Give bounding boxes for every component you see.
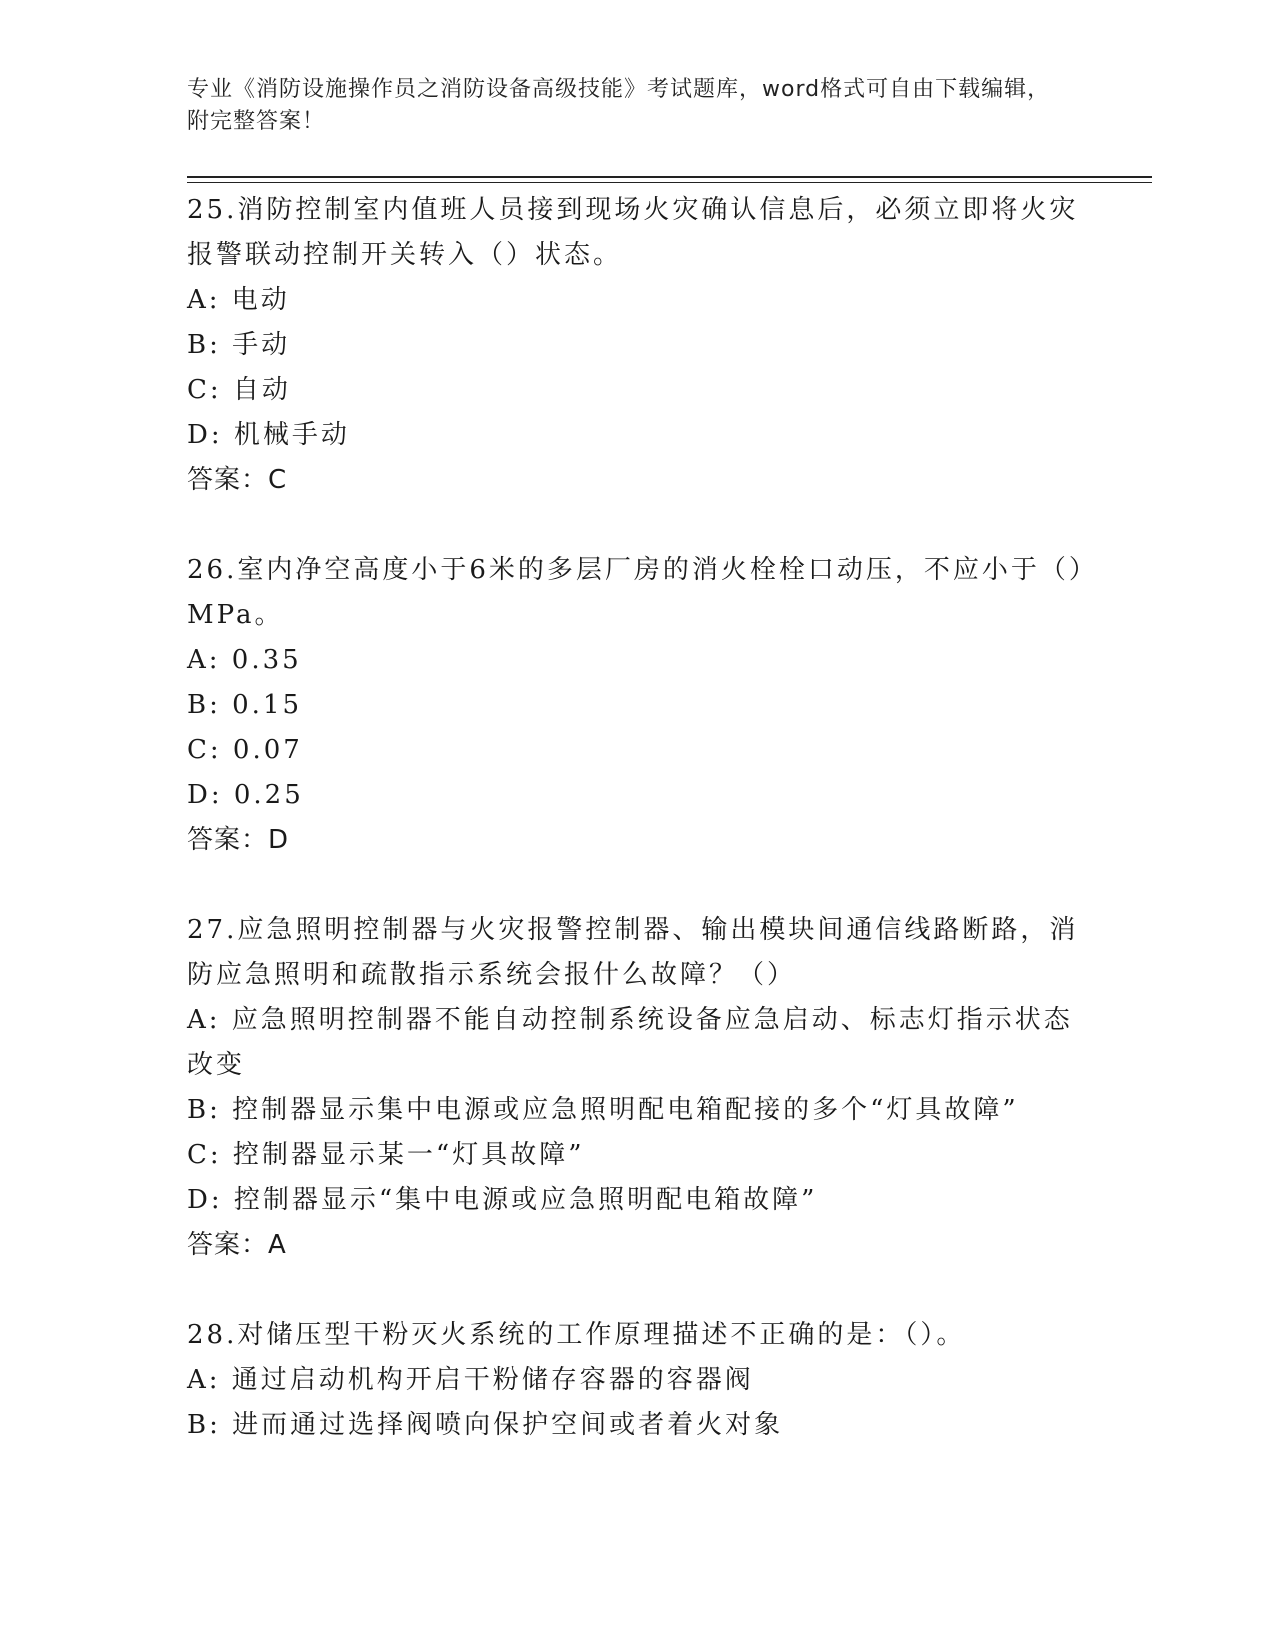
answer-label: 答案：A (187, 1230, 287, 1260)
question-26 (187, 548, 1087, 863)
option-b: B: 0.15 (187, 690, 303, 720)
answer-label: 答案：D (187, 825, 290, 855)
option-c: C: 控制器显示某一“灯具故障” (187, 1140, 585, 1170)
option-d: D: 控制器显示“集中电源或应急照明配电箱故障” (187, 1185, 818, 1215)
option-c: C: 0.07 (187, 735, 303, 765)
option-d: D: 0.25 (187, 780, 304, 810)
question-27 (187, 908, 1087, 1268)
question-text: 25.消防控制室内值班人员接到现场火灾确认信息后，必须立即将火灾报警联动控制开关转入（）状态。 (187, 195, 1079, 270)
option-c: C: 自动 (187, 375, 291, 405)
question-list (187, 188, 1087, 1448)
answer-label: 答案：C (187, 465, 288, 495)
question-text: 28.对储压型干粉灭火系统的工作原理描述不正确的是：（）。 (187, 1320, 966, 1350)
question-28 (187, 1313, 1087, 1448)
option-b: B: 控制器显示集中电源或应急照明配电箱配接的多个“灯具故障” (187, 1095, 1019, 1125)
option-b: B: 进而通过选择阀喷向保护空间或者着火对象 (187, 1410, 784, 1440)
header-divider (187, 176, 1152, 178)
header-divider-thin (187, 182, 1152, 183)
option-a: A: 0.35 (187, 645, 302, 675)
question-25 (187, 188, 1087, 503)
question-text: 26.室内净空高度小于6米的多层厂房的消火栓栓口动压，不应小于（）MPa。 (187, 555, 1085, 630)
option-a: A: 电动 (187, 285, 290, 315)
option-a: A: 应急照明控制器不能自动控制系统设备应急启动、标志灯指示状态改变 (187, 1005, 1073, 1080)
option-a: A: 通过启动机构开启干粉储存容器的容器阀 (187, 1365, 754, 1395)
option-d: D: 机械手动 (187, 420, 350, 450)
option-b: B: 手动 (187, 330, 291, 360)
question-text: 27.应急照明控制器与火灾报警控制器、输出模块间通信线路断路，消防应急照明和疏散指示系统会报什么故障？（） (187, 915, 1079, 990)
document-header: 专业《消防设施操作员之消防设备高级技能》考试题库，word格式可自由下载编辑，附完整答案！ (187, 77, 1051, 134)
